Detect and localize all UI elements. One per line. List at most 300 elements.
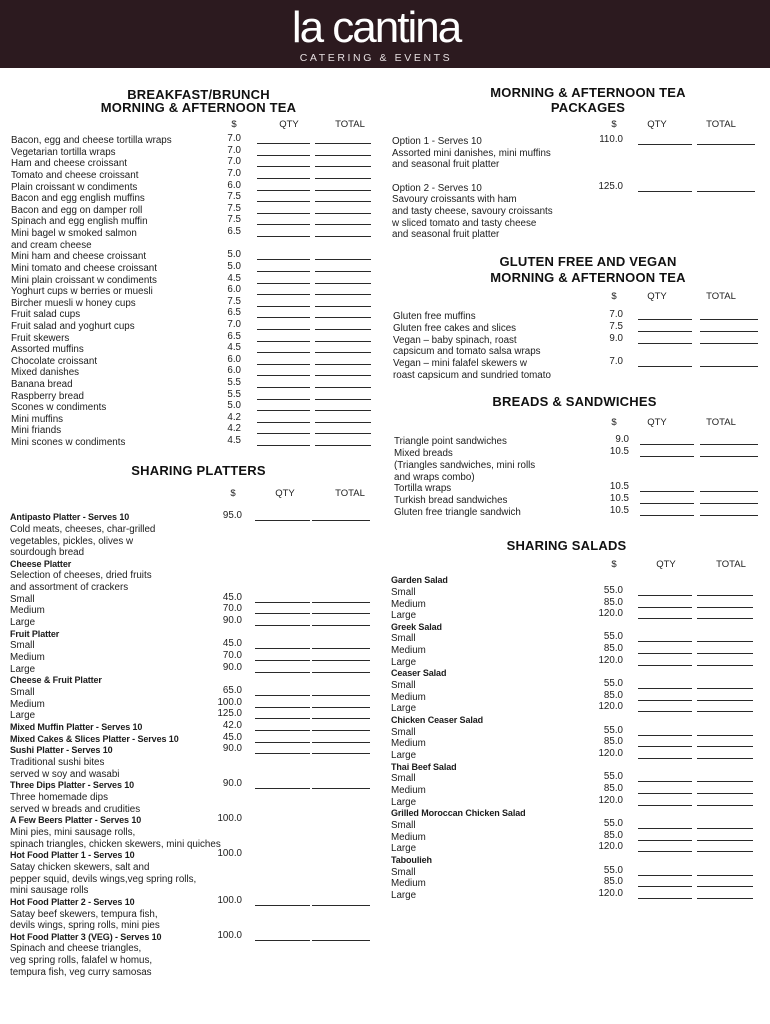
section-title (379, 395, 770, 409)
item-name: Mini pies, mini sausage rolls, (10, 826, 136, 838)
section-title (10, 464, 387, 478)
item-name: Small (391, 866, 416, 878)
menu-row (10, 638, 380, 650)
item-price: 7.0 (227, 156, 241, 168)
item-price: 45.0 (222, 731, 242, 743)
item-heading: Thai Beef Salad (391, 761, 457, 772)
item-name: Mini bagel w smoked salmon (11, 228, 137, 240)
item-name: Bacon, egg and cheese tortilla wraps (11, 135, 172, 147)
menu-row (11, 168, 381, 180)
item-price: 100.0 (217, 813, 242, 825)
item-price: 4.5 (227, 272, 241, 284)
menu-row (11, 331, 381, 343)
menu-row (391, 748, 761, 760)
item-price: 7.5 (227, 202, 241, 214)
item-heading: Ceaser Salad (391, 668, 447, 679)
item-name: Mini scones w condiments (11, 437, 126, 449)
menu-row (10, 918, 380, 930)
item-name: Small (391, 726, 416, 738)
menu-item-heading-row (391, 760, 761, 772)
item-name: Turkish bread sandwiches (394, 495, 508, 507)
item-name: and assortment of crackers (10, 582, 129, 594)
item-name: Assorted mini danishes, mini muffins (392, 147, 551, 159)
menu-item-heading-row (10, 813, 380, 825)
item-name: Large (391, 656, 417, 668)
menu-item-heading-row (10, 510, 380, 522)
item-name: Large (10, 663, 36, 675)
item-name: Mixed breads (394, 447, 453, 459)
menu-row (10, 697, 380, 709)
menu-item-heading-row (10, 673, 380, 685)
menu-row (11, 180, 381, 192)
total-column-header: TOTAL (706, 291, 736, 302)
item-name: Mini friands (11, 425, 62, 437)
item-heading: Antipasto Platter - Serves 10 (10, 512, 130, 523)
menu-row (10, 603, 380, 615)
item-name: Option 1 - Serves 10 (392, 136, 482, 148)
menu-row (11, 191, 381, 203)
menu-row (11, 238, 381, 250)
item-heading: Chicken Ceaser Salad (391, 715, 484, 726)
item-name: Small (10, 687, 35, 699)
item-name: (Triangles sandwiches, mini rolls (394, 459, 536, 471)
item-price: 55.0 (603, 864, 623, 876)
menu-row (10, 650, 380, 662)
item-name: and seasonal fruit platter (392, 229, 500, 241)
item-name: Medium (391, 785, 426, 796)
menu-row (10, 953, 380, 965)
item-name: Bacon and egg on damper roll (11, 204, 143, 216)
item-name: Option 2 - Serves 10 (392, 182, 482, 194)
item-price: 55.0 (603, 771, 623, 783)
item-name: Fruit salad and yoghurt cups (11, 320, 135, 332)
menu-row (10, 685, 380, 697)
item-name: Small (10, 593, 35, 605)
item-price: 125.0 (598, 180, 623, 192)
item-name: Gluten free muffins (393, 311, 476, 323)
item-name: tempura fish, veg curry samosas (10, 966, 152, 978)
item-price: 120.0 (598, 887, 623, 899)
price-column-header: $ (231, 119, 237, 130)
item-price: 55.0 (603, 817, 623, 829)
item-price: 55.0 (603, 584, 623, 596)
item-price: 9.0 (609, 332, 623, 344)
menu-row (11, 273, 381, 285)
item-name: Small (391, 680, 416, 692)
item-price: 7.0 (609, 356, 623, 368)
menu-item-list (392, 134, 762, 239)
item-name: Tomato and cheese croissant (11, 170, 139, 182)
menu-row (391, 830, 761, 842)
item-price: 6.5 (227, 307, 241, 319)
item-name: Satay beef skewers, tempura fish, (10, 908, 158, 920)
menu-row (11, 156, 381, 168)
item-price: 7.5 (227, 214, 241, 226)
item-price: 95.0 (222, 510, 242, 522)
item-price: 70.0 (222, 650, 242, 662)
section-title (363, 539, 770, 553)
total-column-header: TOTAL (706, 119, 736, 130)
item-price: 100.0 (217, 894, 242, 906)
menu-row (11, 319, 381, 331)
item-name: Medium (10, 652, 45, 664)
menu-row (394, 458, 764, 470)
item-name: Spinach and cheese triangles, (10, 943, 142, 955)
price-column-header: $ (611, 417, 617, 428)
item-heading: Garden Salad (391, 575, 448, 586)
section-title (406, 85, 770, 115)
item-name: Assorted muffins (11, 344, 84, 356)
item-name: Raspberry bread (11, 390, 84, 402)
item-price: 7.0 (227, 318, 241, 330)
menu-item-list (391, 573, 761, 899)
item-price: 90.0 (222, 778, 242, 790)
item-name: Medium (10, 605, 45, 617)
item-price: 6.0 (227, 284, 241, 296)
item-price: 125.0 (217, 708, 242, 720)
menu-row (10, 860, 380, 872)
section-title-line: PACKAGES (550, 99, 626, 115)
menu-row (11, 226, 381, 238)
column-headers (0, 291, 770, 303)
menu-row (391, 841, 761, 853)
menu-item-heading-row (391, 573, 761, 585)
item-price: 110.0 (599, 134, 623, 146)
menu-row (11, 354, 381, 366)
qty-column-header: QTY (279, 119, 299, 130)
section-title (10, 88, 387, 114)
item-price: 85.0 (603, 689, 623, 701)
menu-item-list (393, 309, 763, 380)
menu-row (392, 181, 762, 193)
item-name: Mini tomato and cheese croissant (11, 262, 157, 274)
item-price: 4.2 (227, 423, 241, 435)
section-title-line: SHARING PLATTERS (131, 463, 266, 478)
menu-row (10, 755, 380, 767)
item-name: Small (391, 773, 416, 785)
item-price: 7.0 (227, 133, 241, 145)
item-price: 7.0 (609, 309, 623, 321)
menu-row (11, 249, 381, 261)
item-name: Vegetarian tortilla wraps (11, 146, 116, 158)
price-column-header: $ (611, 559, 617, 570)
item-name: Small (10, 640, 35, 652)
item-price: 7.5 (227, 191, 241, 203)
menu-item-heading-row (10, 732, 380, 744)
menu-row (391, 736, 761, 748)
price-column-header: $ (611, 291, 617, 302)
menu-row (11, 342, 381, 354)
menu-item-heading-row (10, 848, 380, 860)
item-heading: Mixed Cakes & Slices Platter - Serves 10 (10, 733, 179, 744)
item-name: Mini plain croissant w condiments (11, 274, 157, 286)
section-title-line: BREAKFAST/BRUNCH (127, 86, 270, 102)
menu-row (11, 133, 381, 145)
item-name: Ham and cheese croissant (11, 158, 127, 170)
item-name: served w soy and wasabi (10, 768, 120, 780)
logo-tagline: CATERING & EVENTS (299, 51, 453, 64)
menu-row (394, 481, 764, 493)
section-title-line: BREADS & SANDWICHES (492, 394, 657, 409)
menu-row (391, 865, 761, 877)
item-name: spinach triangles, chicken skewers, mini quiches (10, 838, 221, 850)
menu-row (11, 435, 381, 447)
item-name: Mini ham and cheese croissant (11, 251, 147, 263)
logo: la cantina (291, 3, 461, 52)
item-name: and cream cheese (11, 239, 92, 251)
menu-row (391, 690, 761, 702)
menu-row (11, 145, 381, 157)
item-name: and wraps combo) (394, 471, 475, 483)
item-price: 5.0 (227, 249, 241, 261)
item-price: 55.0 (603, 724, 623, 736)
menu-row (392, 192, 762, 204)
item-heading: Fruit Platter (10, 628, 60, 639)
item-price: 7.5 (609, 320, 623, 332)
qty-entry-line (257, 445, 310, 446)
column-headers (0, 119, 770, 131)
total-entry-line (697, 898, 753, 899)
menu-row (394, 434, 764, 446)
menu-row (394, 505, 764, 517)
item-name: Banana bread (11, 378, 73, 390)
menu-row (10, 883, 380, 895)
section-title (406, 254, 770, 286)
item-price: 85.0 (603, 783, 623, 794)
item-price: 4.5 (227, 342, 241, 354)
item-price: 120.0 (598, 608, 623, 620)
column-headers (0, 417, 770, 429)
item-name: Medium (391, 878, 426, 890)
item-price: 6.0 (227, 179, 241, 191)
item-price: 6.5 (227, 226, 241, 238)
item-name: Traditional sushi bites (10, 756, 105, 768)
item-heading: A Few Beers Platter - Serves 10 (10, 815, 142, 826)
item-name: Gluten free cakes and slices (393, 322, 517, 334)
item-name: Bacon and egg english muffins (11, 193, 145, 205)
item-price: 90.0 (222, 661, 242, 673)
qty-column-header: QTY (656, 559, 676, 570)
menu-row (10, 522, 380, 534)
item-price: 9.0 (615, 434, 629, 446)
menu-item-heading-row (10, 930, 380, 942)
item-name: Triangle point sandwiches (394, 436, 507, 448)
item-price: 85.0 (603, 829, 623, 841)
menu-row (10, 965, 380, 977)
menu-row (10, 662, 380, 674)
menu-row (10, 545, 380, 557)
item-price: 120.0 (598, 794, 623, 806)
menu-row (392, 134, 762, 146)
item-price: 100.0 (217, 696, 242, 708)
menu-row (10, 708, 380, 720)
item-name: vegetables, pickles, olives w (10, 535, 134, 547)
item-price: 55.0 (603, 678, 623, 690)
item-name: mini sausage rolls (10, 885, 89, 897)
item-name: roast capsicum and sundried tomato (393, 370, 551, 382)
menu-row (392, 157, 762, 169)
item-name: Mixed danishes (11, 367, 80, 379)
menu-item-heading-row (10, 720, 380, 732)
menu-row (391, 795, 761, 807)
menu-row (393, 356, 763, 368)
menu-row (10, 790, 380, 802)
item-price: 5.0 (227, 400, 241, 412)
menu-item-heading-row (391, 806, 761, 818)
item-heading: Taboulieh (391, 854, 432, 865)
price-column-header: $ (611, 119, 617, 130)
section-title-line: GLUTEN FREE AND VEGAN (499, 254, 677, 269)
item-price: 120.0 (598, 654, 623, 666)
item-price: 85.0 (603, 736, 623, 748)
item-name: Medium (391, 738, 426, 750)
menu-row (391, 888, 761, 900)
menu-item-heading-row (10, 743, 380, 755)
item-price: 6.0 (227, 365, 241, 377)
item-price: 10.5 (609, 445, 629, 457)
item-name: Large (391, 750, 417, 762)
item-price: 100.0 (217, 929, 242, 941)
item-price: 120.0 (598, 748, 623, 760)
item-name: Small (391, 633, 416, 645)
menu-row (394, 446, 764, 458)
item-name: veg spring rolls, falafel w homus, (10, 955, 153, 967)
menu-item-heading-row (391, 620, 761, 632)
item-price: 120.0 (598, 701, 623, 713)
menu-item-list (11, 133, 381, 449)
menu-item-heading-row (10, 778, 380, 790)
menu-row (392, 227, 762, 239)
item-heading: Hot Food Platter 1 - Serves 10 (10, 850, 135, 861)
item-name: Medium (391, 831, 426, 843)
item-name: Selection of cheeses, dried fruits (10, 570, 152, 582)
item-price: 10.5 (609, 481, 629, 493)
item-name: and tasty cheese, savoury croissants (392, 206, 553, 218)
item-name: Scones w condiments (11, 402, 107, 414)
item-heading: Cheese Platter (10, 558, 72, 569)
item-name: Large (391, 610, 417, 622)
section-title-line: MORNING & AFTERNOON TEA (490, 84, 686, 100)
item-price: 90.0 (222, 743, 242, 755)
menu-row (11, 389, 381, 401)
item-name: Vegan – baby spinach, roast (393, 334, 517, 346)
total-column-header: TOTAL (706, 417, 736, 428)
item-name: Bircher muesli w honey cups (11, 297, 136, 309)
item-price: 90.0 (222, 615, 242, 627)
item-price: 42.0 (222, 720, 242, 731)
item-name: w sliced tomato and tasty cheese (392, 217, 537, 229)
header-banner (0, 0, 770, 68)
item-name: Fruit salad cups (11, 309, 81, 321)
item-name: Vegan – mini falafel skewers w (393, 358, 527, 370)
menu-row (10, 580, 380, 592)
item-name: Chocolate croissant (11, 355, 98, 367)
item-price: 85.0 (603, 876, 623, 888)
item-name: Tortilla wraps (394, 483, 452, 495)
item-heading: Grilled Moroccan Chicken Salad (391, 808, 526, 819)
menu-row (391, 876, 761, 888)
item-price: 6.0 (227, 353, 241, 365)
item-name: Large (391, 889, 417, 901)
item-price: 5.5 (227, 388, 241, 400)
item-name: Medium (10, 698, 45, 710)
qty-entry-line (640, 515, 694, 516)
item-price: 7.0 (227, 168, 241, 180)
menu-row (11, 214, 381, 226)
item-price: 85.0 (603, 596, 623, 608)
menu-row (10, 825, 380, 837)
menu-row (393, 309, 763, 321)
item-name: served w breads and crudities (10, 803, 141, 815)
item-heading: Hot Food Platter 2 - Serves 10 (10, 896, 135, 907)
total-column-header: TOTAL (716, 559, 746, 570)
item-price: 7.0 (227, 144, 241, 156)
menu-row (392, 216, 762, 228)
menu-item-heading-row (10, 895, 380, 907)
menu-row (10, 941, 380, 953)
item-heading: Three Dips Platter - Serves 10 (10, 780, 135, 791)
item-name: Small (391, 819, 416, 831)
menu-row (10, 872, 380, 884)
menu-row (394, 493, 764, 505)
menu-row (10, 767, 380, 779)
menu-item-heading-row (391, 713, 761, 725)
item-heading: Hot Food Platter 3 (VEG) - Serves 10 (10, 931, 162, 942)
item-price: 55.0 (603, 631, 623, 643)
item-price: 45.0 (222, 591, 242, 603)
item-name: pepper squid, devils wings,veg spring rolls, (10, 873, 197, 885)
item-name: Three homemade dips (10, 791, 109, 803)
item-price: 10.5 (609, 493, 629, 505)
item-name: sourdough bread (10, 547, 85, 559)
menu-row (10, 907, 380, 919)
menu-row (10, 802, 380, 814)
menu-row (391, 771, 761, 783)
menu-row (393, 321, 763, 333)
item-name: Large (391, 796, 417, 808)
menu-row (391, 818, 761, 830)
total-column-header: TOTAL (335, 488, 365, 499)
menu-row (11, 400, 381, 412)
menu-row (10, 837, 380, 849)
item-name: Savoury croissants with ham (392, 194, 517, 206)
qty-column-header: QTY (647, 119, 667, 130)
item-name: capsicum and tomato salsa wraps (393, 346, 541, 358)
item-name: Plain croissant w condiments (11, 181, 138, 193)
menu-row (391, 585, 761, 597)
qty-column-header: QTY (647, 291, 667, 302)
price-column-header: $ (230, 488, 236, 499)
menu-row (393, 344, 763, 356)
menu-row (391, 597, 761, 609)
section-title-line: MORNING & AFTERNOON TEA (100, 99, 297, 115)
item-name: Satay chicken skewers, salt and (10, 861, 150, 873)
item-name: Large (10, 710, 36, 722)
menu-row (392, 204, 762, 216)
item-price: 4.5 (227, 435, 241, 447)
item-price: 4.2 (227, 411, 241, 423)
menu-row (394, 470, 764, 482)
menu-row (11, 365, 381, 377)
item-price: 65.0 (222, 685, 242, 697)
menu-row (391, 631, 761, 643)
item-name: Large (391, 843, 417, 855)
menu-row (391, 725, 761, 737)
item-price: 10.5 (609, 505, 629, 517)
total-entry-line (315, 445, 371, 446)
item-price: 85.0 (603, 643, 623, 655)
item-price: 5.0 (227, 260, 241, 272)
